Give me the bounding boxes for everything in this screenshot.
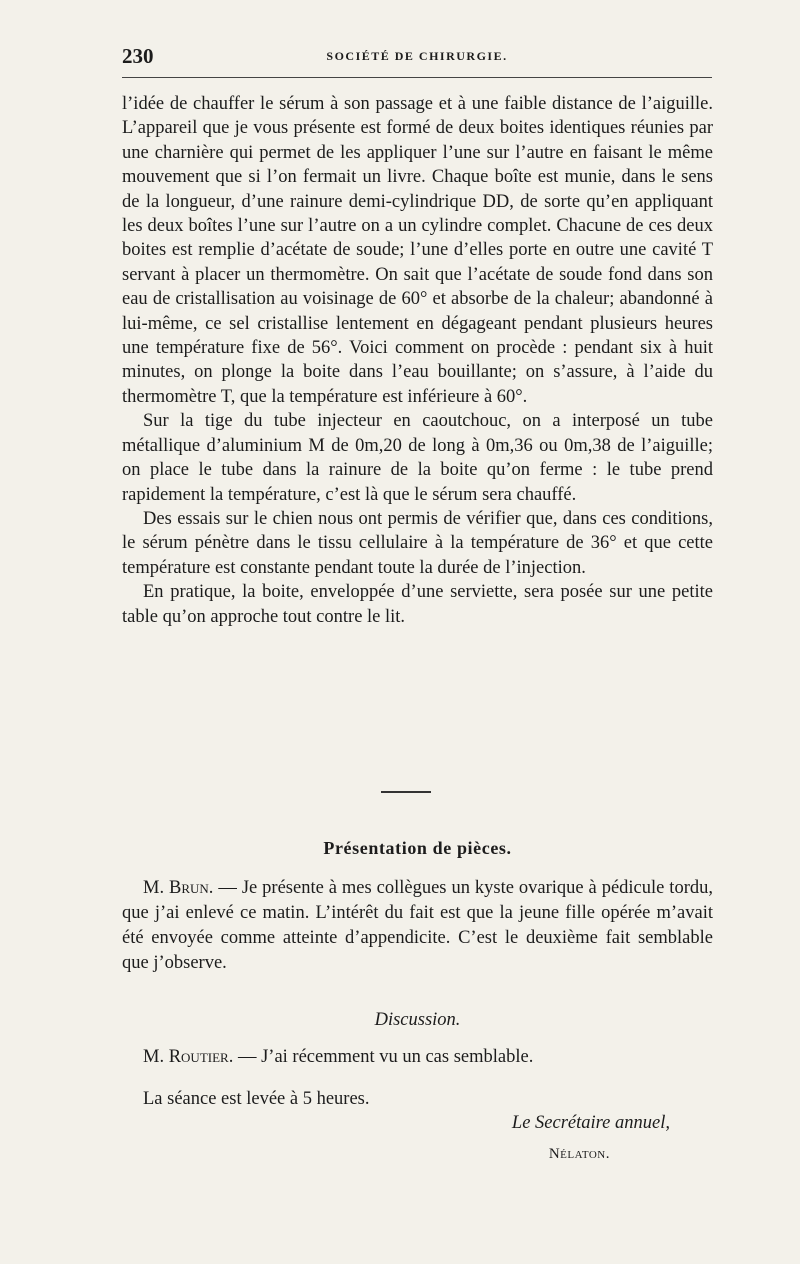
section-statement: — Je présente à mes collègues un kyste ovarique à pédicule tordu, que j’ai enlevé ce matin. L’intérêt du fait est que la jeune fille opérée m’avait été envoyée comme atteinte d’appendicite. C’est le deuxième fait semblable que j’observe.: [122, 878, 713, 973]
body-text: [122, 92, 713, 629]
body-paragraph: l’idée de chauffer le sérum à son passage et à une faible distance de l’aiguille. L’appareil que je vous présente est formé de deux boites identiques réunies par une charnière qui permet de les appliquer l’une sur l’autre en faisant le même mouvement que si l’on fermait un livre. Chaque boîte est munie, dans le sens de la longueur, d’une rainure demi-cylindrique DD, de sorte qu’en appliquant les deux boîtes l’une sur l’autre on a un cylindre complet. Chacune de ces deux boites est remplie d’acétate de soude; l’une d’elles porte en outre une cavité T servant à placer un thermomètre. On sait que l’acétate de soude fond dans son eau de cristallisation au voisinage de 60° et absorbe de la chaleur; abandonné à lui-même, ce sel cristallise lentement en dégageant pendant plusieurs heures une température fixe de 56°. Voici comment on procède : pendant six à huit minutes, on plonge la boite dans l’eau bouillante; on s’assure, à l’aide du thermomètre T, que la température est inférieure à 60°.: [122, 94, 713, 407]
speaker-name: M. Routier.: [143, 1047, 234, 1067]
speaker-name: M. Brun.: [143, 878, 214, 898]
section-paragraph: [122, 876, 713, 976]
discussion-title: Discussion.: [374, 1010, 461, 1030]
section-text: [122, 876, 713, 976]
body-paragraph: Des essais sur le chien nous ont permis de vérifier que, dans ces conditions, le sérum pénètre dans le tissu cellulaire à la température de 36° et que cette température est constante pendant toute la durée de l’injection.: [122, 508, 713, 578]
section-title: Présentation de pièces.: [323, 838, 512, 858]
signature-title: Le Secrétaire annuel,: [511, 1113, 670, 1133]
body-paragraph: Sur la tige du tube injecteur en caoutchouc, on a interposé un tube métallique d’aluminium M de 0m,20 de long à 0m,36 ou 0m,38 de l’aiguille; on place le tube dans la rainure de la boite qu’on ferme : le tube prend rapidement la température, c’est là que le sérum sera chauffé.: [122, 411, 713, 505]
section-separator: [381, 791, 431, 793]
body-paragraph: En pratique, la boite, enveloppée d’une serviette, sera posée sur une petite table qu’on approche tout contre le lit.: [122, 582, 713, 627]
closing-text: La séance est levée à 5 heures.: [143, 1089, 370, 1109]
page-header: [122, 44, 712, 74]
page-number: 230: [122, 44, 154, 68]
discussion-paragraph: [143, 1047, 533, 1068]
running-title: SOCIÉTÉ DE CHIRURGIE.: [326, 49, 508, 63]
discussion-statement: — J’ai récemment vu un cas semblable.: [233, 1047, 534, 1067]
header-rule: [122, 77, 712, 78]
signature-name: Nélaton.: [548, 1146, 610, 1162]
